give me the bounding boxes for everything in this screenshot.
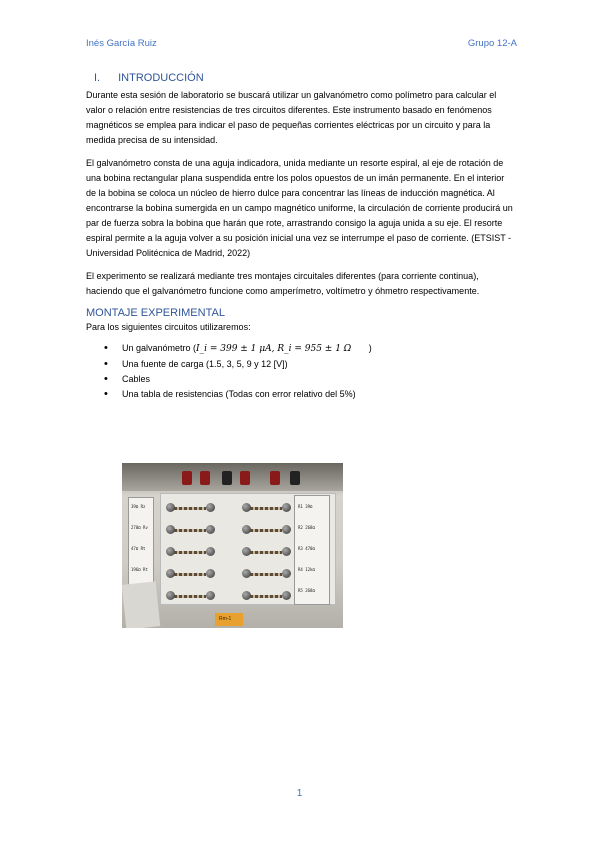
binding-post bbox=[282, 503, 291, 512]
binding-post bbox=[206, 503, 215, 512]
list-item: • Una tabla de resistencias (Todas con error relativo del 5%) bbox=[104, 387, 516, 402]
resistor bbox=[174, 551, 206, 554]
resistor bbox=[250, 551, 282, 554]
sticker-label: Rm-1 bbox=[219, 616, 232, 622]
materials-list bbox=[104, 341, 516, 402]
galvanometer-formula: I_i = 399 ± 1 μA, R_i = 955 ± 1 Ω bbox=[196, 344, 352, 354]
black-terminal bbox=[290, 471, 300, 485]
resistor-label: R2 268Ω bbox=[298, 525, 315, 530]
resistor-label: 39Ω Rz bbox=[131, 504, 146, 509]
paragraph-experiment: El experimento se realizará mediante tres montajes circuitales diferentes (para corriente continua), haciendo que el galvanómetro funcione como amperímetro, voltímetro y óhmetro respectivamente. bbox=[86, 271, 480, 296]
binding-post bbox=[282, 569, 291, 578]
section-title: INTRODUCCIÓN bbox=[118, 72, 204, 84]
list-item: • Cables bbox=[104, 372, 516, 387]
binding-post bbox=[206, 591, 215, 600]
document-body bbox=[86, 72, 516, 402]
resistor bbox=[250, 595, 282, 598]
list-item: • Una fuente de carga (1.5, 3, 5, 9 y 12 [V]) bbox=[104, 357, 516, 372]
right-label-strip bbox=[294, 495, 330, 605]
binding-post bbox=[206, 547, 215, 556]
montaje-intro: Para los siguientes circuitos utilizaremos: bbox=[86, 322, 251, 332]
binding-post bbox=[206, 525, 215, 534]
resistor-label: R4 12kΩ bbox=[298, 567, 315, 572]
resistor bbox=[250, 507, 282, 510]
paragraph-intro: Durante esta sesión de laboratorio se buscará utilizar un galvanómetro como polímetro para calcular el valor o relación entre resistencias de tres circuitos diferentes. Este instrumento basado en fenómenos magnéticos se emplea para indicar el paso de pequeñas corrientes eléctricas por un circuito y para la medida precisa de su intensidad. bbox=[86, 90, 497, 145]
black-terminal bbox=[222, 471, 232, 485]
orange-sticker bbox=[215, 613, 243, 626]
photo-background bbox=[122, 463, 343, 491]
red-terminal bbox=[182, 471, 192, 485]
binding-post bbox=[206, 569, 215, 578]
red-terminal bbox=[200, 471, 210, 485]
resistor bbox=[174, 573, 206, 576]
resistor-label: 196Ω Rt bbox=[131, 567, 148, 572]
resistor-board-photo bbox=[122, 463, 343, 628]
paragraph-galvanometer: El galvanómetro consta de una aguja indicadora, unida mediante un resorte espiral, al eje de rotación de una bobina rectangular plana suspendida entre los polos opuestos de un imán permanente. En el interior de la bobina se coloca un núcleo de hierro dulce para concentrar las líneas de inducción magnética. Al encontrarse la bobina sumergida en un campo magnético uniforme, la circulación de corriente producirá un par de fuerza sobra la bobina que harán que rote, arrastrando consigo la aguja unida a su eje. El resorte espiral permite a la aguja volver a su posición inicial una vez se interrumpe el paso de corriente. (ETSIST - Universidad Politécnica de Madrid, 2022) bbox=[86, 158, 513, 258]
resistor-label: R3 470Ω bbox=[298, 546, 315, 551]
red-terminal bbox=[240, 471, 250, 485]
paper-sheet bbox=[122, 581, 160, 628]
section-number: I. bbox=[94, 72, 101, 84]
resistor bbox=[174, 507, 206, 510]
binding-post bbox=[282, 525, 291, 534]
binding-post bbox=[282, 591, 291, 600]
resistor bbox=[174, 595, 206, 598]
resistor bbox=[250, 573, 282, 576]
header-group: Grupo 12-A bbox=[467, 38, 517, 49]
list-item bbox=[104, 341, 516, 357]
red-terminal bbox=[270, 471, 280, 485]
montaje-heading: MONTAJE EXPERIMENTAL bbox=[86, 307, 225, 319]
resistor-label: R1 39Ω bbox=[298, 504, 313, 509]
resistor bbox=[174, 529, 206, 532]
resistor bbox=[250, 529, 282, 532]
list-item-close: ) bbox=[368, 343, 372, 353]
binding-post bbox=[282, 547, 291, 556]
list-item-text: Un galvanómetro ( bbox=[122, 343, 197, 353]
page-number: 1 bbox=[296, 788, 303, 799]
header-author: Inés García Ruiz bbox=[86, 38, 157, 49]
section-heading bbox=[94, 72, 516, 84]
resistor-label: 270Ω Rv bbox=[131, 525, 148, 530]
resistor-label: 47Ω Rt bbox=[131, 546, 146, 551]
resistor-label: R5 268Ω bbox=[298, 588, 315, 593]
